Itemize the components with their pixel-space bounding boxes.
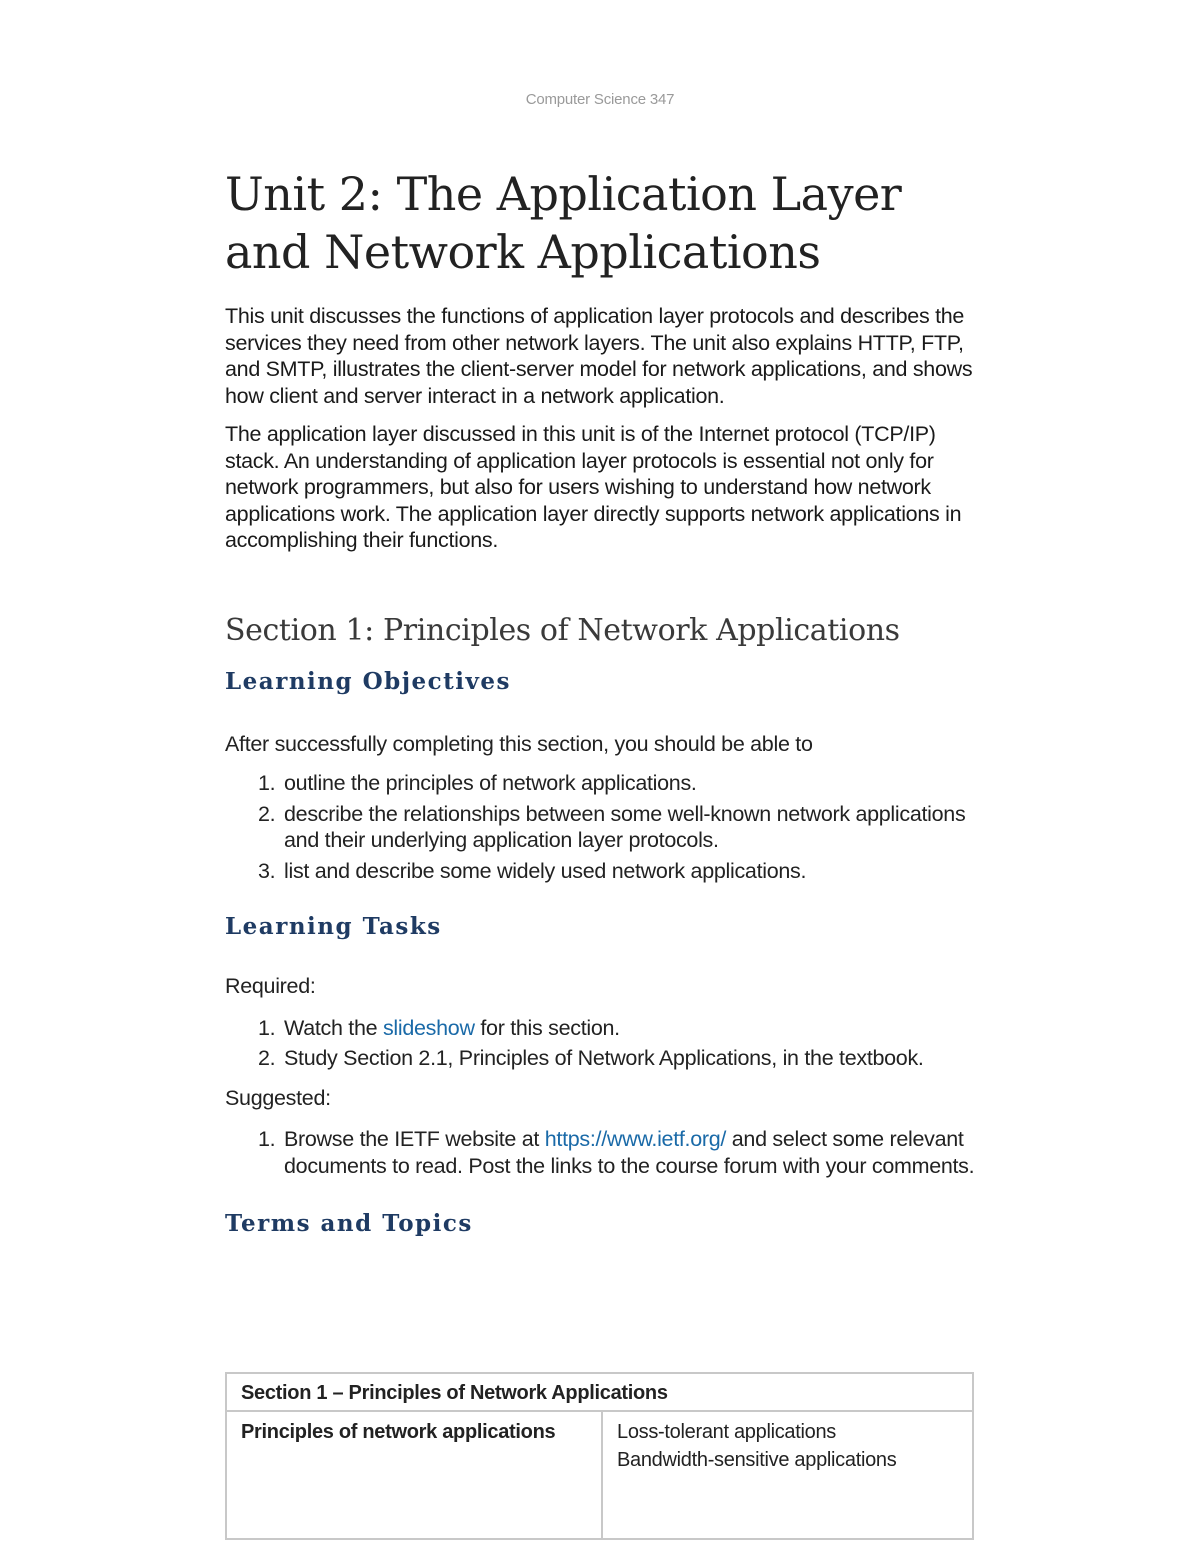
objectives-intro: After successfully completing this section, you should be able to: [225, 731, 813, 756]
list-number: 1.: [258, 1015, 276, 1040]
list-number: 1.: [258, 771, 276, 795]
learning-tasks-heading: Learning Tasks: [225, 913, 442, 940]
objectives-list: [225, 770, 985, 884]
list-number: 2.: [258, 801, 276, 826]
list-item: [225, 801, 985, 854]
suggested-tasks-list: [225, 1126, 985, 1179]
ietf-link[interactable]: https://www.ietf.org/: [544, 1127, 727, 1151]
intro-paragraph-1: This unit discusses the functions of application layer protocols and describes the services they need from other network layers. The unit also explains HTTP, FTP, and SMTP, illustrates the client-server model for network applications, and shows how client and server interact in a network application.: [225, 304, 973, 408]
list-item-text-before: Browse the IETF website at: [284, 1127, 545, 1151]
list-item: [225, 1045, 985, 1072]
terms-table: [225, 1372, 974, 1540]
suggested-label: Suggested:: [225, 1085, 331, 1110]
unit-title: Unit 2: The Application Layer and Network Applications: [225, 167, 902, 279]
terms-and-topics-heading: Terms and Topics: [225, 1210, 473, 1237]
list-item: [225, 1015, 985, 1042]
list-item: [225, 1126, 985, 1179]
term-item: Loss-tolerant applications: [617, 1421, 836, 1443]
learning-objectives-heading: Learning Objectives: [225, 667, 511, 695]
table-header-row: [226, 1373, 973, 1411]
table-cell-terms: [602, 1411, 973, 1539]
running-header: Computer Science 347: [525, 91, 675, 108]
required-label: Required:: [225, 974, 316, 998]
main-content: [225, 165, 985, 1239]
list-item: [225, 858, 985, 885]
required-tasks-list: [225, 1015, 985, 1072]
list-item-text-after: for this section.: [474, 1015, 620, 1040]
section-title: Section 1: Principles of Network Applications: [225, 612, 900, 648]
list-item: [225, 770, 985, 797]
list-number: 1.: [258, 1127, 276, 1151]
list-number: 2.: [258, 1046, 276, 1070]
table-cell-topic: Principles of network applications: [226, 1411, 602, 1539]
list-item-text-after: and select some relevant documents to read. Post the links to the course forum with your comments.: [284, 1127, 975, 1178]
slideshow-link[interactable]: slideshow: [382, 1015, 475, 1040]
intro-paragraph-2: The application layer discussed in this unit is of the Internet protocol (TCP/IP) stack. An understanding of application layer protocols is essential not only for network programmers, but also for users wishing to understand how network applications work. The application layer directly supports network applications in accomplishing their functions.: [225, 422, 962, 552]
list-item-text: outline the principles of network applications.: [284, 771, 697, 795]
list-item-text: Study Section 2.1, Principles of Network Applications, in the textbook.: [284, 1046, 924, 1070]
table-header-cell: Section 1 – Principles of Network Applications: [226, 1373, 973, 1411]
table-row: [226, 1411, 973, 1539]
list-item-text-before: Watch the: [284, 1015, 383, 1040]
list-item-text: list and describe some widely used network applications.: [284, 858, 807, 883]
list-number: 3.: [258, 858, 276, 883]
list-item-text: describe the relationships between some well-known network applications and their underlying application layer protocols.: [284, 801, 966, 852]
term-item: Bandwidth-sensitive applications: [617, 1449, 897, 1471]
